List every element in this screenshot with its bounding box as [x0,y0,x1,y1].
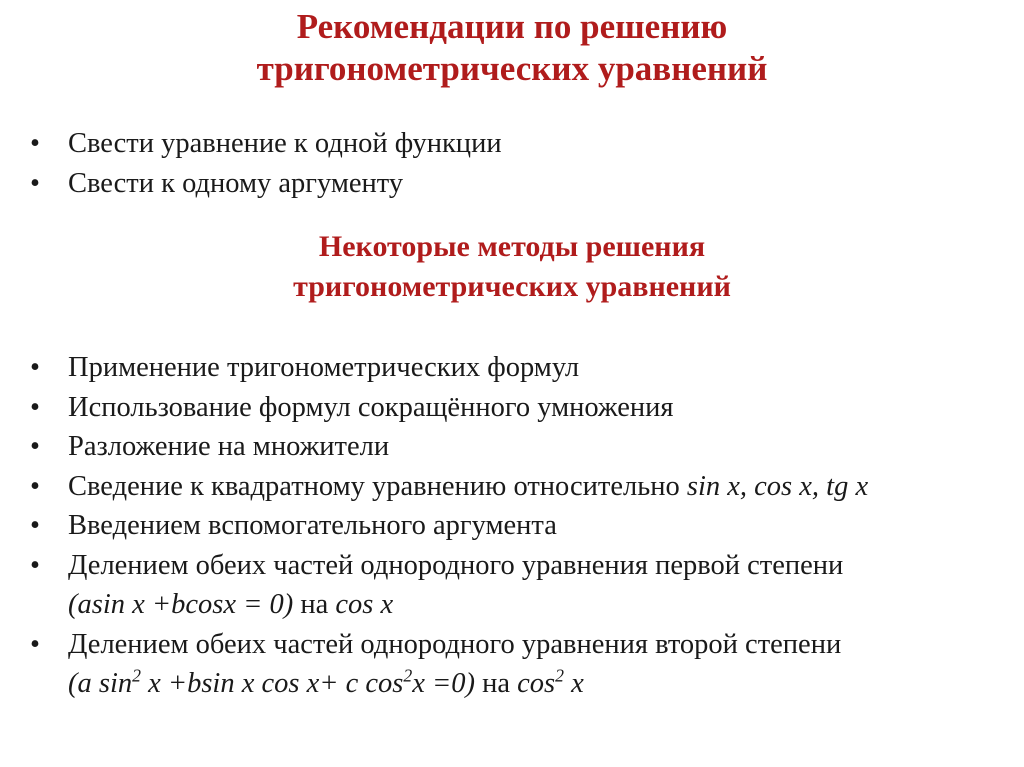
formula-part: cos [517,668,556,699]
formula-part: x [563,668,584,699]
bullet-icon: • [30,510,40,541]
list-item [28,388,1013,428]
math-expression [517,665,584,699]
connector-text: на [293,589,336,620]
methods-list [28,348,1013,704]
list-item-text: Делением обеих частей однородного уравнения второй степени [68,628,842,660]
recommendations-heading-line-1: Рекомендации по решению [296,7,728,46]
math-expression [68,665,475,699]
list-item [28,625,1013,704]
math-expression: sin x, cos x, tg x [686,470,869,502]
exponent: 2 [555,665,564,686]
exponent: 2 [132,665,141,686]
exponent: 2 [403,665,413,686]
recommendations-list [28,124,1013,203]
bullet-icon: • [30,549,40,581]
list-item-text: Введением вспомогательного аргумента [68,510,557,541]
methods-heading [0,227,1024,307]
list-item [28,164,1013,204]
bullet-icon: • [30,391,40,423]
bullet-icon: • [30,470,40,502]
bullet-icon: • [30,628,40,660]
list-item-text: Свести уравнение к одной функции [68,128,502,159]
math-expression: (asin x +bcosx = 0) [68,589,294,620]
list-item [28,546,1013,625]
list-item [28,467,1013,507]
recommendations-heading [0,6,1024,90]
list-item [28,348,1013,388]
formula-part: x =0) [412,668,475,699]
list-item-text: Применение тригонометрических формул [68,352,580,383]
bullet-icon: • [30,128,40,159]
list-item-text: Использование формул сокращённого умножения [68,391,674,423]
list-item [28,427,1013,467]
bullet-icon: • [30,352,40,383]
list-item-text: Свести к одному аргументу [68,167,404,199]
formula-part: x +bsin x cos x+ c cos [140,668,404,699]
formula-part: (a sin [68,668,133,699]
list-item [28,124,1013,164]
list-item-text: Разложение на множители [68,431,390,462]
recommendations-heading-line-2: тригонометрических уравнений [256,49,768,88]
list-item [28,506,1013,546]
list-item-text: Сведение к квадратному уравнению относительно [68,470,687,502]
bullet-icon: • [30,167,40,199]
bullet-icon: • [30,431,40,462]
list-item-text: Делением обеих частей однородного уравнения первой степени [68,549,844,581]
methods-heading-line-1: Некоторые методы решения [318,230,706,263]
connector-text: на [474,668,518,699]
methods-heading-line-2: тригонометрических уравнений [293,270,731,303]
math-expression: cos x [335,589,394,620]
